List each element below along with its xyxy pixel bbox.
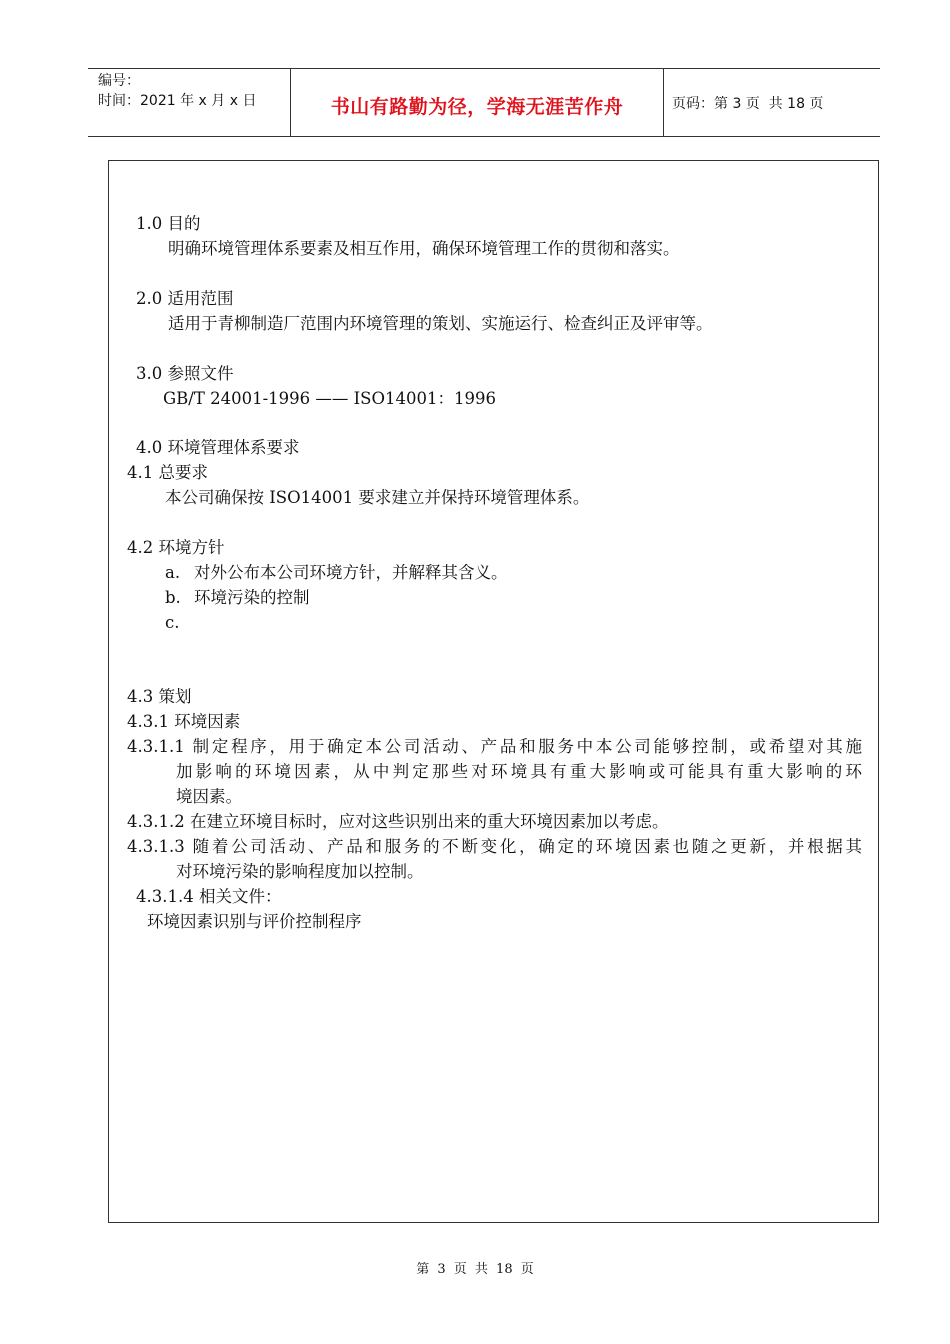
header-motto: 书山有路勤为径，学海无涯苦作舟 <box>330 96 624 118</box>
header-page-info: 页码：第 3 页 共 18 页 <box>672 96 824 112</box>
section-4-title: 4.0 环境管理体系要求 <box>136 438 300 457</box>
section-4-1-title: 4.1 总要求 <box>127 463 208 482</box>
section-4-3-1-4-text: 环境因素识别与评价控制程序 <box>147 912 362 931</box>
header-divider-2 <box>663 68 664 136</box>
list-item-b-text: 环境污染的控制 <box>194 588 310 607</box>
section-4-3-1-3-line-2: 对环境污染的影响程度加以控制。 <box>176 862 424 881</box>
list-item-a-marker: a. <box>165 563 181 582</box>
section-3-text: GB/T 24001-1996 —— ISO14001：1996 <box>163 389 496 408</box>
section-1-text: 明确环境管理体系要素及相互作用，确保环境管理工作的贯彻和落实。 <box>168 239 680 258</box>
list-item-a-text: 对外公布本公司环境方针，并解释其含义。 <box>194 563 508 582</box>
section-4-2-title: 4.2 环境方针 <box>127 538 225 557</box>
header-top-rule <box>88 68 880 69</box>
section-4-3-1-1-line-3: 境因素。 <box>176 787 242 806</box>
section-4-3-title: 4.3 策划 <box>127 687 192 706</box>
section-2-title: 2.0 适用范围 <box>136 289 234 308</box>
section-3-title: 3.0 参照文件 <box>136 364 234 383</box>
section-4-3-1-3-line-1: 4.3.1.3 随着公司活动、产品和服务的不断变化，确定的环境因素也随之更新，并根据其 <box>127 837 862 856</box>
header-bottom-rule <box>88 136 880 137</box>
list-item-c-marker: c. <box>165 613 180 632</box>
header-meta <box>98 71 256 111</box>
section-4-3-1-title: 4.3.1 环境因素 <box>127 712 241 731</box>
section-4-3-1-1-line-1: 4.3.1.1 制定程序，用于确定本公司活动、产品和服务中本公司能够控制，或希望对其施 <box>127 737 862 756</box>
section-4-1-text: 本公司确保按 ISO14001 要求建立并保持环境管理体系。 <box>165 488 590 507</box>
list-item-b-marker: b. <box>165 588 181 607</box>
doc-number-label: 编号： <box>98 73 140 89</box>
section-2-text: 适用于青柳制造厂范围内环境管理的策划、实施运行、检查纠正及评审等。 <box>168 314 713 333</box>
section-4-3-1-2: 4.3.1.2 在建立环境目标时，应对这些识别出来的重大环境因素加以考虑。 <box>127 812 669 831</box>
page-footer: 第 3 页 共 18 页 <box>416 1262 534 1277</box>
section-1-title: 1.0 目的 <box>136 214 201 233</box>
section-4-3-1-1-line-2: 加影响的环境因素，从中判定那些对环境具有重大影响或可能具有重大影响的环 <box>176 762 862 781</box>
time-label: 时间：2021 年 x 月 x 日 <box>98 93 257 109</box>
section-4-3-1-4-title: 4.3.1.4 相关文件： <box>136 887 282 906</box>
